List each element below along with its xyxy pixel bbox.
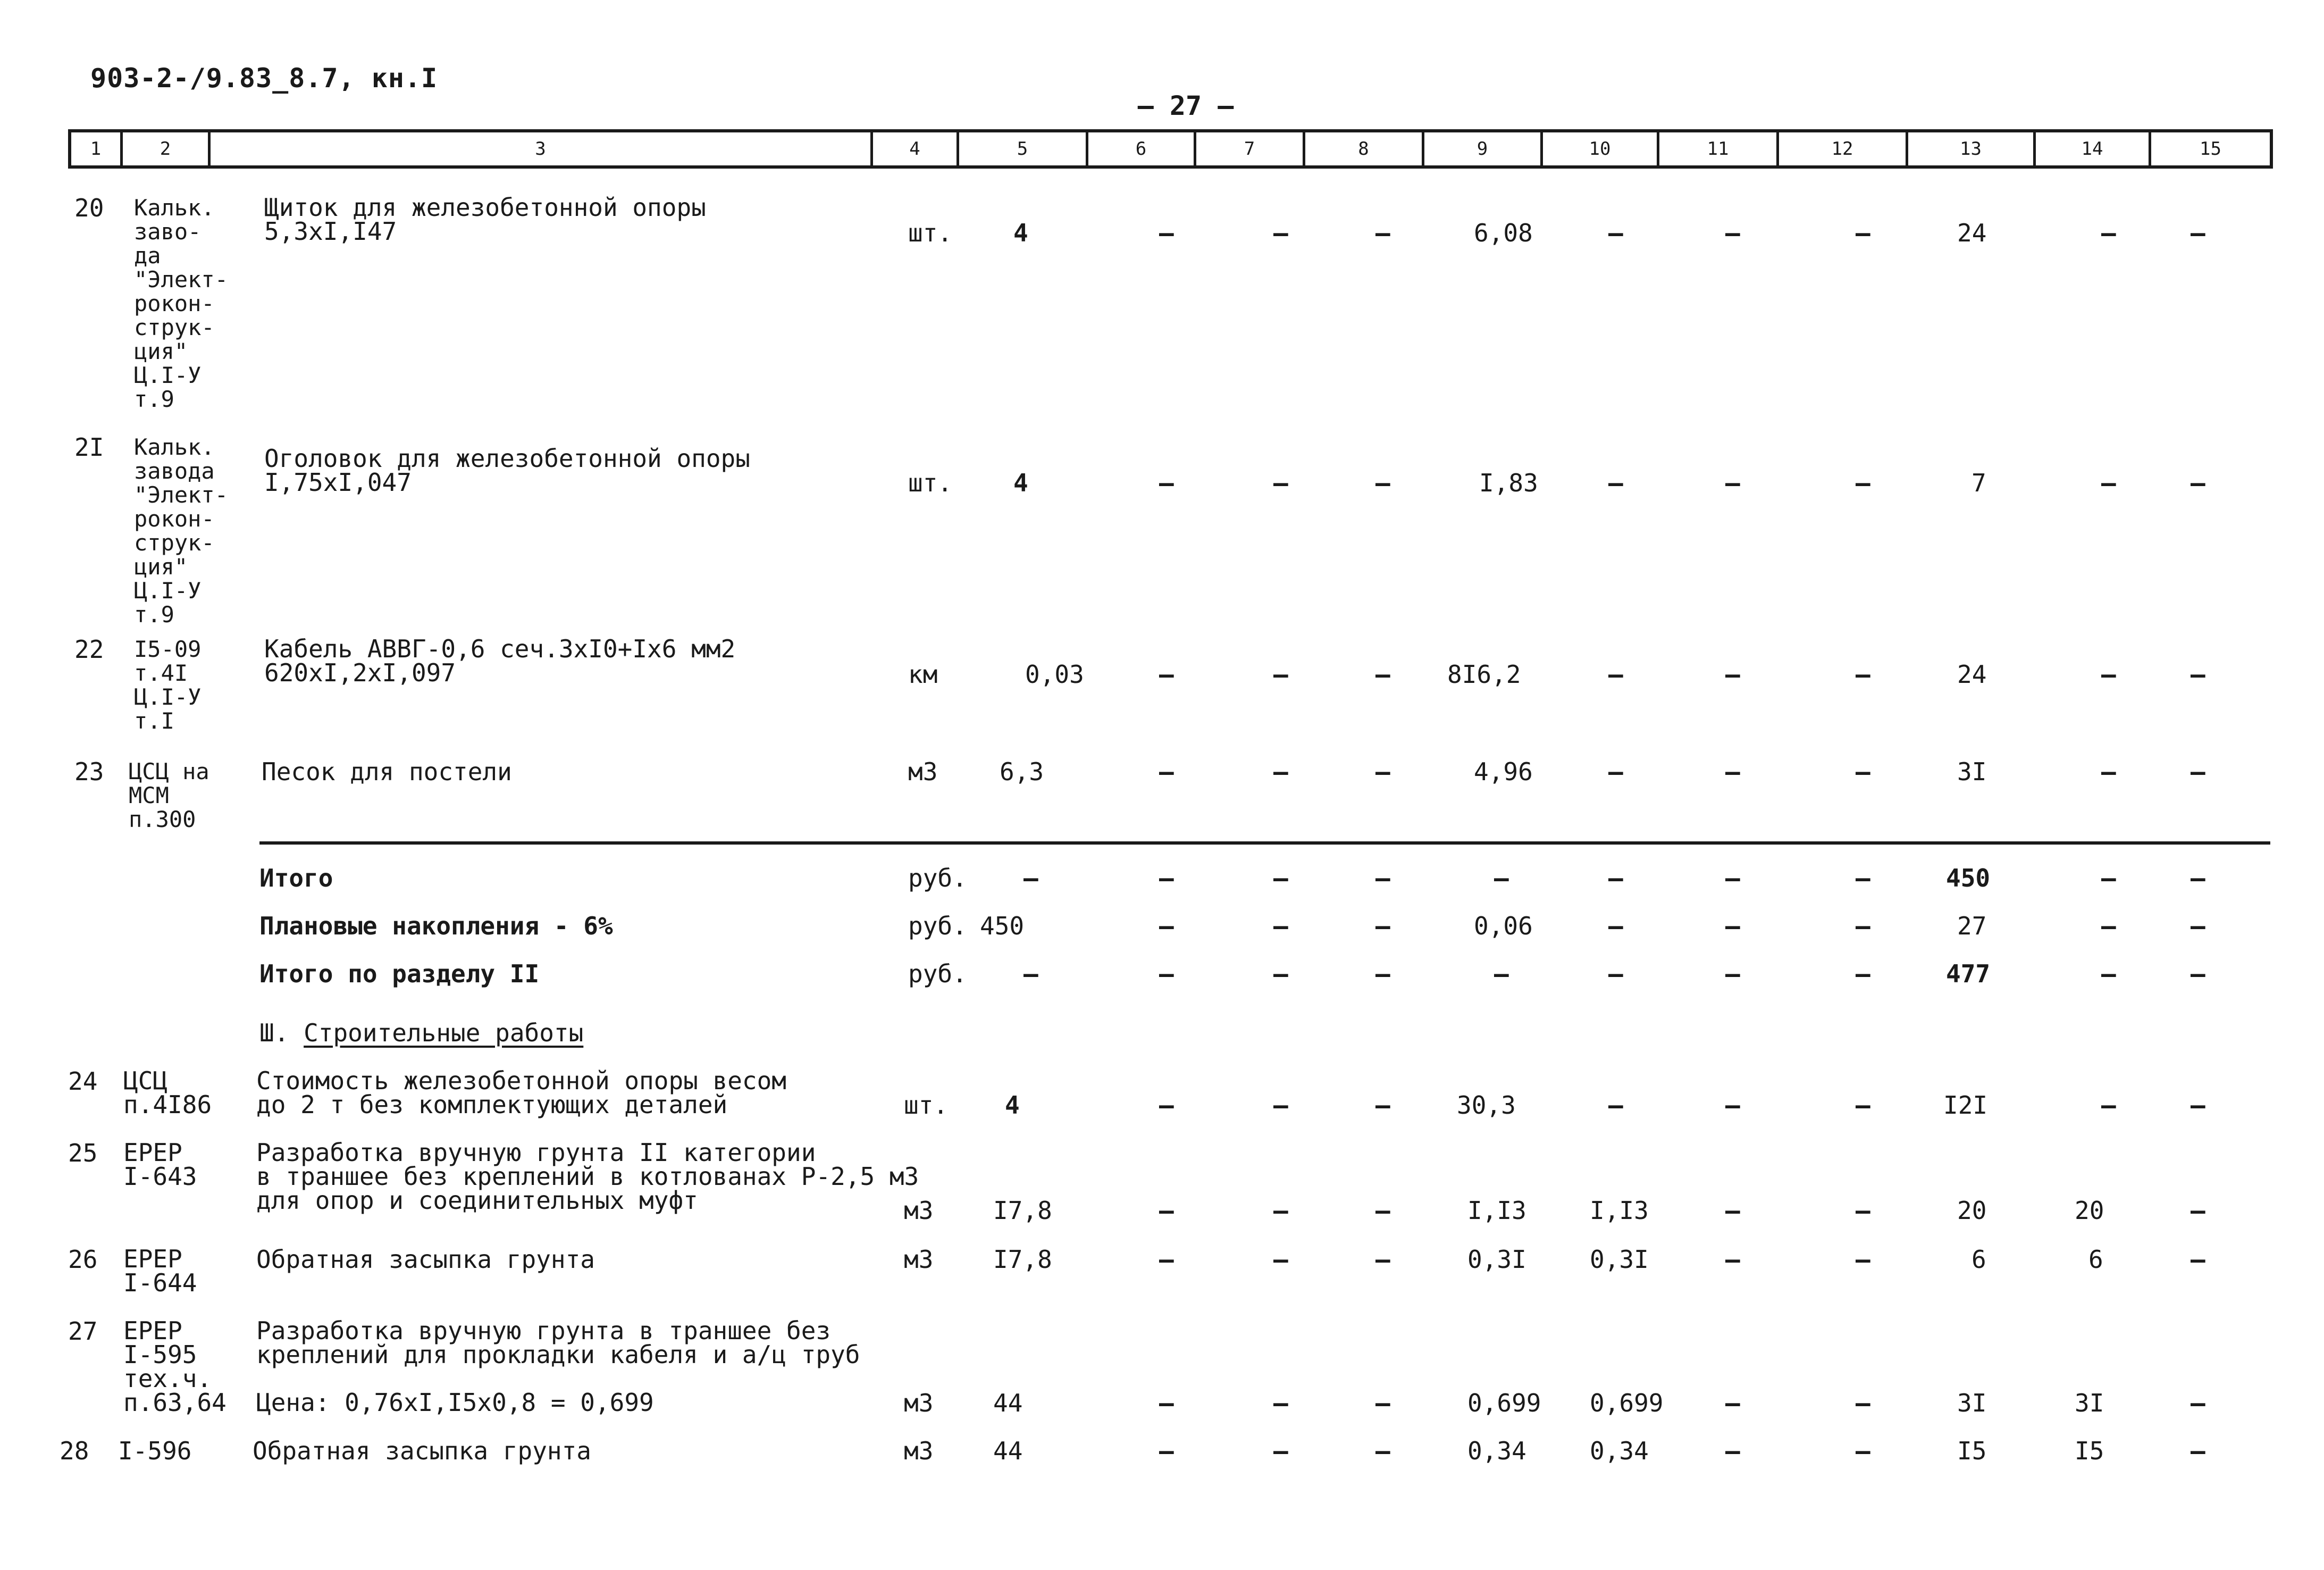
row-c12: – bbox=[1856, 1437, 1870, 1465]
row-c14: – bbox=[2101, 660, 2116, 689]
row-c13: 6 bbox=[1971, 1245, 1986, 1274]
row-name: Стоимость железобетонной опоры весом до 2 т без комплектующих деталей bbox=[256, 1066, 786, 1119]
row-c8: – bbox=[1375, 1091, 1390, 1120]
total-c10: – bbox=[1608, 912, 1623, 940]
total-c9: – bbox=[1494, 959, 1509, 988]
row-c12: – bbox=[1856, 757, 1870, 786]
row-c11: – bbox=[1725, 1091, 1740, 1120]
row-c6: – bbox=[1159, 757, 1174, 786]
col-header: 11 bbox=[1659, 132, 1779, 165]
row-unit: м3 bbox=[908, 757, 938, 786]
row-c13: 24 bbox=[1957, 660, 1987, 689]
row-c6: – bbox=[1159, 1091, 1174, 1120]
col-header: 1 bbox=[71, 132, 123, 165]
total-c9: 0,06 bbox=[1474, 912, 1533, 940]
col-header: 5 bbox=[959, 132, 1088, 165]
row-c7: – bbox=[1273, 1091, 1288, 1120]
row-c8: – bbox=[1375, 1389, 1390, 1417]
total-name: Итого bbox=[259, 864, 333, 892]
row-c13: 7 bbox=[1971, 469, 1986, 497]
row-c9: I,I3 bbox=[1467, 1196, 1526, 1225]
row-c7: – bbox=[1273, 1196, 1288, 1225]
row-c9: 0,34 bbox=[1467, 1437, 1526, 1465]
row-c11: – bbox=[1725, 660, 1740, 689]
total-c11: – bbox=[1725, 912, 1740, 940]
row-c8: – bbox=[1375, 757, 1390, 786]
row-unit: шт. bbox=[908, 469, 953, 497]
row-c12: – bbox=[1856, 1091, 1870, 1120]
total-qty: – bbox=[1023, 959, 1038, 988]
row-unit: м3 bbox=[904, 1437, 934, 1465]
row-c15: – bbox=[2191, 1091, 2205, 1120]
row-c11: – bbox=[1725, 219, 1740, 247]
row-c10: 0,699 bbox=[1590, 1389, 1664, 1417]
section-roman: Ш. bbox=[259, 1018, 289, 1047]
row-c14: – bbox=[2101, 469, 2116, 497]
row-basis: I5-09 т.4I Ц.I-У т.I bbox=[134, 636, 202, 734]
row-c7: – bbox=[1273, 757, 1288, 786]
row-c6: – bbox=[1159, 660, 1174, 689]
row-c7: – bbox=[1273, 469, 1288, 497]
row-qty: 4 bbox=[1005, 1091, 1020, 1120]
row-c11: – bbox=[1725, 1245, 1740, 1274]
row-c6: – bbox=[1159, 1196, 1174, 1225]
row-name: Обратная засыпка грунта bbox=[256, 1245, 595, 1274]
row-basis: Кальк. заво- да "Элект- рокон- струк- ция" Ц.I-У т.9 bbox=[134, 195, 229, 412]
row-number: 20 bbox=[74, 194, 104, 222]
row-qty: 44 bbox=[993, 1389, 1023, 1417]
col-header: 6 bbox=[1088, 132, 1196, 165]
row-c13: 20 bbox=[1957, 1196, 1987, 1225]
row-qty: 44 bbox=[993, 1437, 1023, 1465]
row-c7: – bbox=[1273, 1245, 1288, 1274]
col-header: 3 bbox=[211, 132, 873, 165]
total-c13: 450 bbox=[1946, 864, 1991, 892]
row-basis: ЕРЕР I-643 bbox=[123, 1138, 197, 1191]
row-c10: 0,34 bbox=[1590, 1437, 1649, 1465]
row-name: Оголовок для железобетонной опоры I,75хI,047 bbox=[264, 444, 750, 497]
row-c15: – bbox=[2191, 660, 2205, 689]
row-c8: – bbox=[1375, 1196, 1390, 1225]
total-c14: – bbox=[2101, 864, 2116, 892]
row-c11: – bbox=[1725, 469, 1740, 497]
total-unit: руб. bbox=[908, 864, 967, 892]
row-basis: ЕРЕР I-595 тех.ч. п.63,64 bbox=[123, 1316, 226, 1417]
total-unit: руб. bbox=[908, 912, 967, 940]
row-c10: – bbox=[1608, 219, 1623, 247]
row-c10: – bbox=[1608, 469, 1623, 497]
total-c8: – bbox=[1375, 912, 1390, 940]
total-c12: – bbox=[1856, 959, 1870, 988]
row-c11: – bbox=[1725, 757, 1740, 786]
row-number: 24 bbox=[68, 1067, 98, 1096]
total-qty: – bbox=[1023, 864, 1038, 892]
row-c12: – bbox=[1856, 660, 1870, 689]
row-c15: – bbox=[2191, 469, 2205, 497]
col-header: 2 bbox=[123, 132, 211, 165]
row-c13: 3I bbox=[1957, 757, 1987, 786]
row-unit: м3 bbox=[904, 1245, 934, 1274]
row-unit: шт. bbox=[908, 219, 953, 247]
row-qty: 6,3 bbox=[1000, 757, 1044, 786]
total-c14: – bbox=[2101, 912, 2116, 940]
row-c12: – bbox=[1856, 219, 1870, 247]
total-c7: – bbox=[1273, 864, 1288, 892]
row-c7: – bbox=[1273, 219, 1288, 247]
row-c12: – bbox=[1856, 1389, 1870, 1417]
row-c8: – bbox=[1375, 1245, 1390, 1274]
row-c15: – bbox=[2191, 1245, 2205, 1274]
total-c7: – bbox=[1273, 912, 1288, 940]
row-c12: – bbox=[1856, 1245, 1870, 1274]
total-c15: – bbox=[2191, 959, 2205, 988]
row-qty: 4 bbox=[1013, 469, 1028, 497]
section-divider bbox=[259, 841, 2270, 845]
row-c8: – bbox=[1375, 660, 1390, 689]
row-c9: 8I6,2 bbox=[1447, 660, 1521, 689]
total-c11: – bbox=[1725, 864, 1740, 892]
total-c15: – bbox=[2191, 864, 2205, 892]
row-c9: I,83 bbox=[1479, 469, 1538, 497]
row-c9: 0,699 bbox=[1467, 1389, 1541, 1417]
col-header: 4 bbox=[873, 132, 959, 165]
row-name: Щиток для железобетонной опоры 5,3хI,I47 bbox=[264, 193, 706, 246]
total-c8: – bbox=[1375, 959, 1390, 988]
row-c11: – bbox=[1725, 1437, 1740, 1465]
column-number-header bbox=[68, 129, 2273, 169]
row-c14: I5 bbox=[2075, 1437, 2104, 1465]
row-c14: 20 bbox=[2075, 1196, 2104, 1225]
row-c15: – bbox=[2191, 1437, 2205, 1465]
row-c13: I2I bbox=[1943, 1091, 1988, 1120]
row-c10: – bbox=[1608, 1091, 1623, 1120]
row-c6: – bbox=[1159, 1245, 1174, 1274]
total-name: Итого по разделу II bbox=[259, 959, 540, 988]
row-number: 2I bbox=[74, 433, 104, 462]
row-basis: ЦСЦ п.4I86 bbox=[123, 1066, 212, 1119]
total-c6: – bbox=[1159, 864, 1174, 892]
row-c13: 3I bbox=[1957, 1389, 1987, 1417]
total-c8: – bbox=[1375, 864, 1390, 892]
row-name: Разработка вручную грунта в траншее без креплений для прокладки кабеля и а/ц труб Цена: 0,76хI,I5х0,8 = 0,699 bbox=[256, 1316, 860, 1417]
row-unit: м3 bbox=[904, 1389, 934, 1417]
total-qty: 450 bbox=[980, 912, 1025, 940]
col-header: 13 bbox=[1908, 132, 2036, 165]
total-c9: – bbox=[1494, 864, 1509, 892]
col-header: 10 bbox=[1543, 132, 1659, 165]
row-unit: шт. bbox=[904, 1091, 949, 1120]
col-header: 9 bbox=[1424, 132, 1543, 165]
row-name: Обратная засыпка грунта bbox=[253, 1437, 591, 1465]
row-basis: ЦСЦ на МСМ п.300 bbox=[129, 758, 209, 832]
row-c14: – bbox=[2101, 219, 2116, 247]
row-number: 23 bbox=[74, 757, 104, 786]
row-c9: 30,3 bbox=[1457, 1091, 1516, 1120]
col-header: 15 bbox=[2200, 138, 2221, 160]
section-title bbox=[259, 1018, 583, 1047]
page-number: — 27 — bbox=[1137, 90, 1234, 121]
row-number: 27 bbox=[68, 1317, 98, 1346]
row-qty: 0,03 bbox=[1025, 660, 1084, 689]
row-name: Кабель АВВГ-0,6 сеч.3хI0+Iх6 мм2 620хI,2хI,097 bbox=[264, 634, 736, 687]
row-c15: – bbox=[2191, 757, 2205, 786]
total-name: Плановые накопления - 6% bbox=[259, 912, 613, 940]
col-header: 12 bbox=[1779, 132, 1908, 165]
row-c7: – bbox=[1273, 1389, 1288, 1417]
row-c10: – bbox=[1608, 660, 1623, 689]
row-c14: – bbox=[2101, 1091, 2116, 1120]
total-c10: – bbox=[1608, 959, 1623, 988]
total-c12: – bbox=[1856, 864, 1870, 892]
col-header: 7 bbox=[1196, 132, 1305, 165]
row-c14: – bbox=[2101, 757, 2116, 786]
row-number: 25 bbox=[68, 1139, 98, 1167]
row-c12: – bbox=[1856, 1196, 1870, 1225]
row-qty: I7,8 bbox=[993, 1245, 1052, 1274]
row-c6: – bbox=[1159, 1389, 1174, 1417]
document-code: 903-2-/9.83_8.7, кн.I bbox=[90, 63, 438, 94]
section-name: Строительные работы bbox=[304, 1018, 584, 1047]
row-c7: – bbox=[1273, 1437, 1288, 1465]
row-c15: – bbox=[2191, 1389, 2205, 1417]
col-header: 14 bbox=[2036, 132, 2151, 165]
row-c15: – bbox=[2191, 219, 2205, 247]
row-c12: – bbox=[1856, 469, 1870, 497]
row-number: 28 bbox=[60, 1437, 89, 1465]
row-c6: – bbox=[1159, 469, 1174, 497]
row-c6: – bbox=[1159, 1437, 1174, 1465]
row-c8: – bbox=[1375, 469, 1390, 497]
total-c7: – bbox=[1273, 959, 1288, 988]
row-c6: – bbox=[1159, 219, 1174, 247]
row-c10: – bbox=[1608, 757, 1623, 786]
row-c8: – bbox=[1375, 1437, 1390, 1465]
total-unit: руб. bbox=[908, 959, 967, 988]
row-c11: – bbox=[1725, 1389, 1740, 1417]
row-c15: – bbox=[2191, 1196, 2205, 1225]
total-c11: – bbox=[1725, 959, 1740, 988]
total-c13: 477 bbox=[1946, 959, 1991, 988]
total-c12: – bbox=[1856, 912, 1870, 940]
row-qty: 4 bbox=[1013, 219, 1028, 247]
row-unit: м3 bbox=[904, 1196, 934, 1225]
row-c9: 4,96 bbox=[1474, 757, 1533, 786]
total-c10: – bbox=[1608, 864, 1623, 892]
row-c11: – bbox=[1725, 1196, 1740, 1225]
total-c13: 27 bbox=[1957, 912, 1987, 940]
total-c15: – bbox=[2191, 912, 2205, 940]
row-c9: 6,08 bbox=[1474, 219, 1533, 247]
row-c7: – bbox=[1273, 660, 1288, 689]
col-header: 8 bbox=[1305, 132, 1424, 165]
row-unit: км bbox=[908, 660, 938, 689]
total-c6: – bbox=[1159, 959, 1174, 988]
row-name: Песок для постели bbox=[262, 757, 512, 786]
row-name: Разработка вручную грунта II категории в траншее без креплений в котлованах Р-2,5 м3 для опор и соединительных муфт bbox=[256, 1138, 919, 1215]
row-c9: 0,3I bbox=[1467, 1245, 1526, 1274]
row-c13: 24 bbox=[1957, 219, 1987, 247]
row-basis: Кальк. завода "Элект- рокон- струк- ция" Ц.I-У т.9 bbox=[134, 434, 229, 628]
row-basis: I-596 bbox=[118, 1437, 192, 1465]
row-c13: I5 bbox=[1957, 1437, 1987, 1465]
total-c6: – bbox=[1159, 912, 1174, 940]
total-c14: – bbox=[2101, 959, 2116, 988]
row-number: 26 bbox=[68, 1245, 98, 1274]
row-c10: 0,3I bbox=[1590, 1245, 1649, 1274]
row-c10: I,I3 bbox=[1590, 1196, 1649, 1225]
row-c14: 6 bbox=[2088, 1245, 2103, 1274]
row-basis: ЕРЕР I-644 bbox=[123, 1245, 197, 1297]
row-c8: – bbox=[1375, 219, 1390, 247]
row-c14: 3I bbox=[2075, 1389, 2104, 1417]
row-qty: I7,8 bbox=[993, 1196, 1052, 1225]
row-number: 22 bbox=[74, 635, 104, 664]
